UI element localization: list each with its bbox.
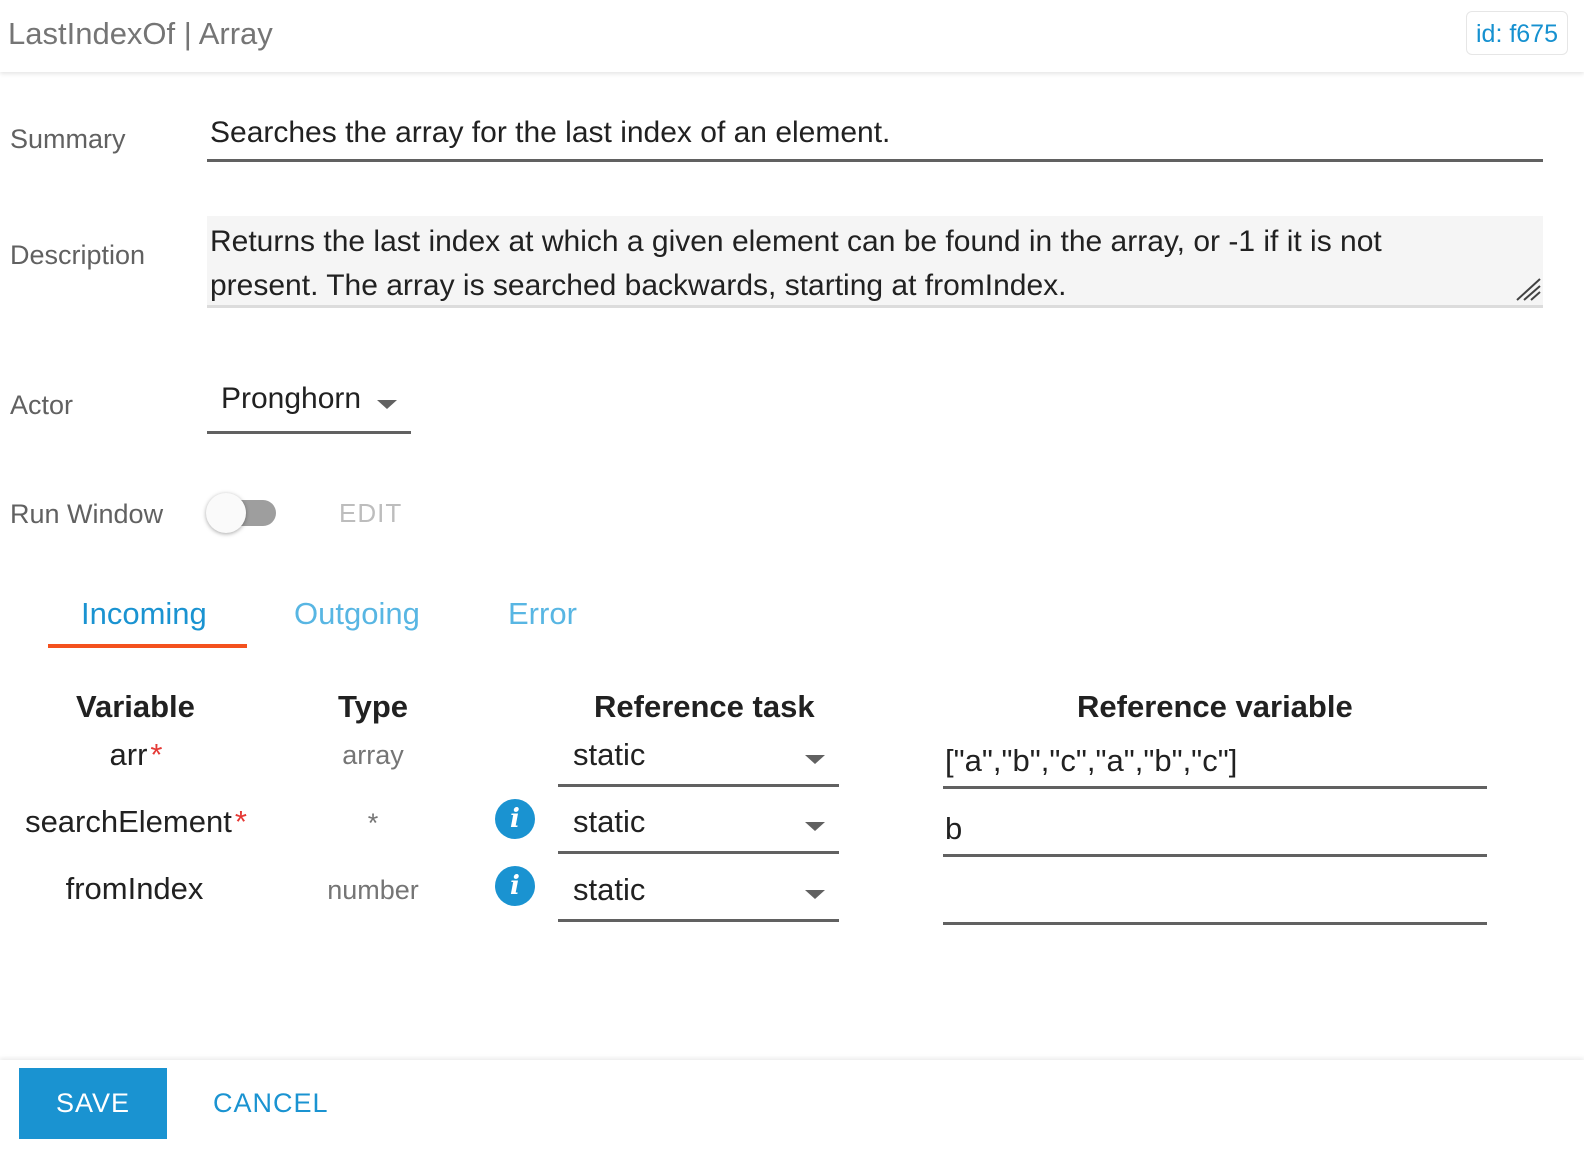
tab-incoming[interactable]: Incoming (81, 596, 207, 631)
page-title: LastIndexOf | Array (8, 16, 273, 51)
reference-task-value: static (573, 872, 646, 907)
actor-value: Pronghorn (221, 382, 362, 415)
reference-task-value: static (573, 737, 646, 772)
variable-name: fromIndex (65, 871, 204, 906)
table-row-variable (110, 737, 163, 773)
footer (0, 1060, 1584, 1154)
chevron-down-icon (805, 822, 825, 831)
reference-task-select[interactable] (558, 802, 839, 854)
required-mark: * (234, 804, 247, 839)
column-header-reference-variable: Reference variable (1077, 689, 1353, 724)
variable-name: searchElement (25, 804, 232, 839)
variable-type: * (367, 808, 379, 838)
tab-outgoing[interactable]: Outgoing (294, 596, 420, 631)
chevron-down-icon (805, 755, 825, 764)
run-window-label: Run Window (10, 499, 164, 529)
save-button[interactable]: SAVE (19, 1068, 167, 1139)
reference-variable-input[interactable] (943, 805, 1487, 857)
column-header-reference-task: Reference task (594, 689, 815, 724)
toggle-knob (206, 493, 246, 533)
description-label: Description (10, 240, 146, 270)
id-badge[interactable]: id: f675 (1466, 11, 1568, 55)
chevron-down-icon (805, 890, 825, 899)
table-row-variable (66, 871, 207, 907)
reference-variable-value: ["a","b","c","a","b","c"] (945, 743, 1238, 778)
info-icon[interactable]: i (495, 799, 535, 839)
header (0, 0, 1584, 72)
info-icon[interactable]: i (495, 866, 535, 906)
variable-type: number (327, 875, 419, 905)
resize-grip-icon[interactable] (1515, 277, 1541, 301)
summary-input[interactable] (207, 116, 1543, 162)
column-header-variable: Variable (76, 689, 195, 724)
tab-error[interactable]: Error (508, 596, 577, 631)
reference-variable-input[interactable] (943, 873, 1487, 925)
reference-task-select[interactable] (558, 870, 839, 922)
summary-value: Searches the array for the last index of an element. (210, 116, 891, 149)
chevron-down-icon (377, 400, 397, 409)
cancel-button[interactable]: CANCEL (213, 1088, 329, 1118)
summary-label: Summary (10, 124, 126, 154)
reference-variable-input[interactable] (943, 737, 1487, 789)
actor-label: Actor (10, 390, 74, 420)
variable-name: arr (109, 737, 148, 772)
tab-indicator (48, 644, 247, 648)
actor-select[interactable] (207, 380, 411, 434)
required-mark: * (150, 737, 163, 772)
description-textarea[interactable] (207, 216, 1543, 308)
reference-task-value: static (573, 804, 646, 839)
edit-button[interactable]: EDIT (339, 498, 403, 528)
description-value: Returns the last index at which a given element can be found in the array, or -1 if it is not present. The array is searched backwards, starting at fromIndex. (210, 225, 1382, 302)
table-row-variable (25, 804, 247, 840)
run-window-toggle[interactable] (206, 493, 278, 535)
reference-variable-value: b (945, 811, 963, 846)
variable-type: array (342, 740, 404, 770)
reference-task-select[interactable] (558, 735, 839, 787)
column-header-type: Type (338, 689, 409, 724)
